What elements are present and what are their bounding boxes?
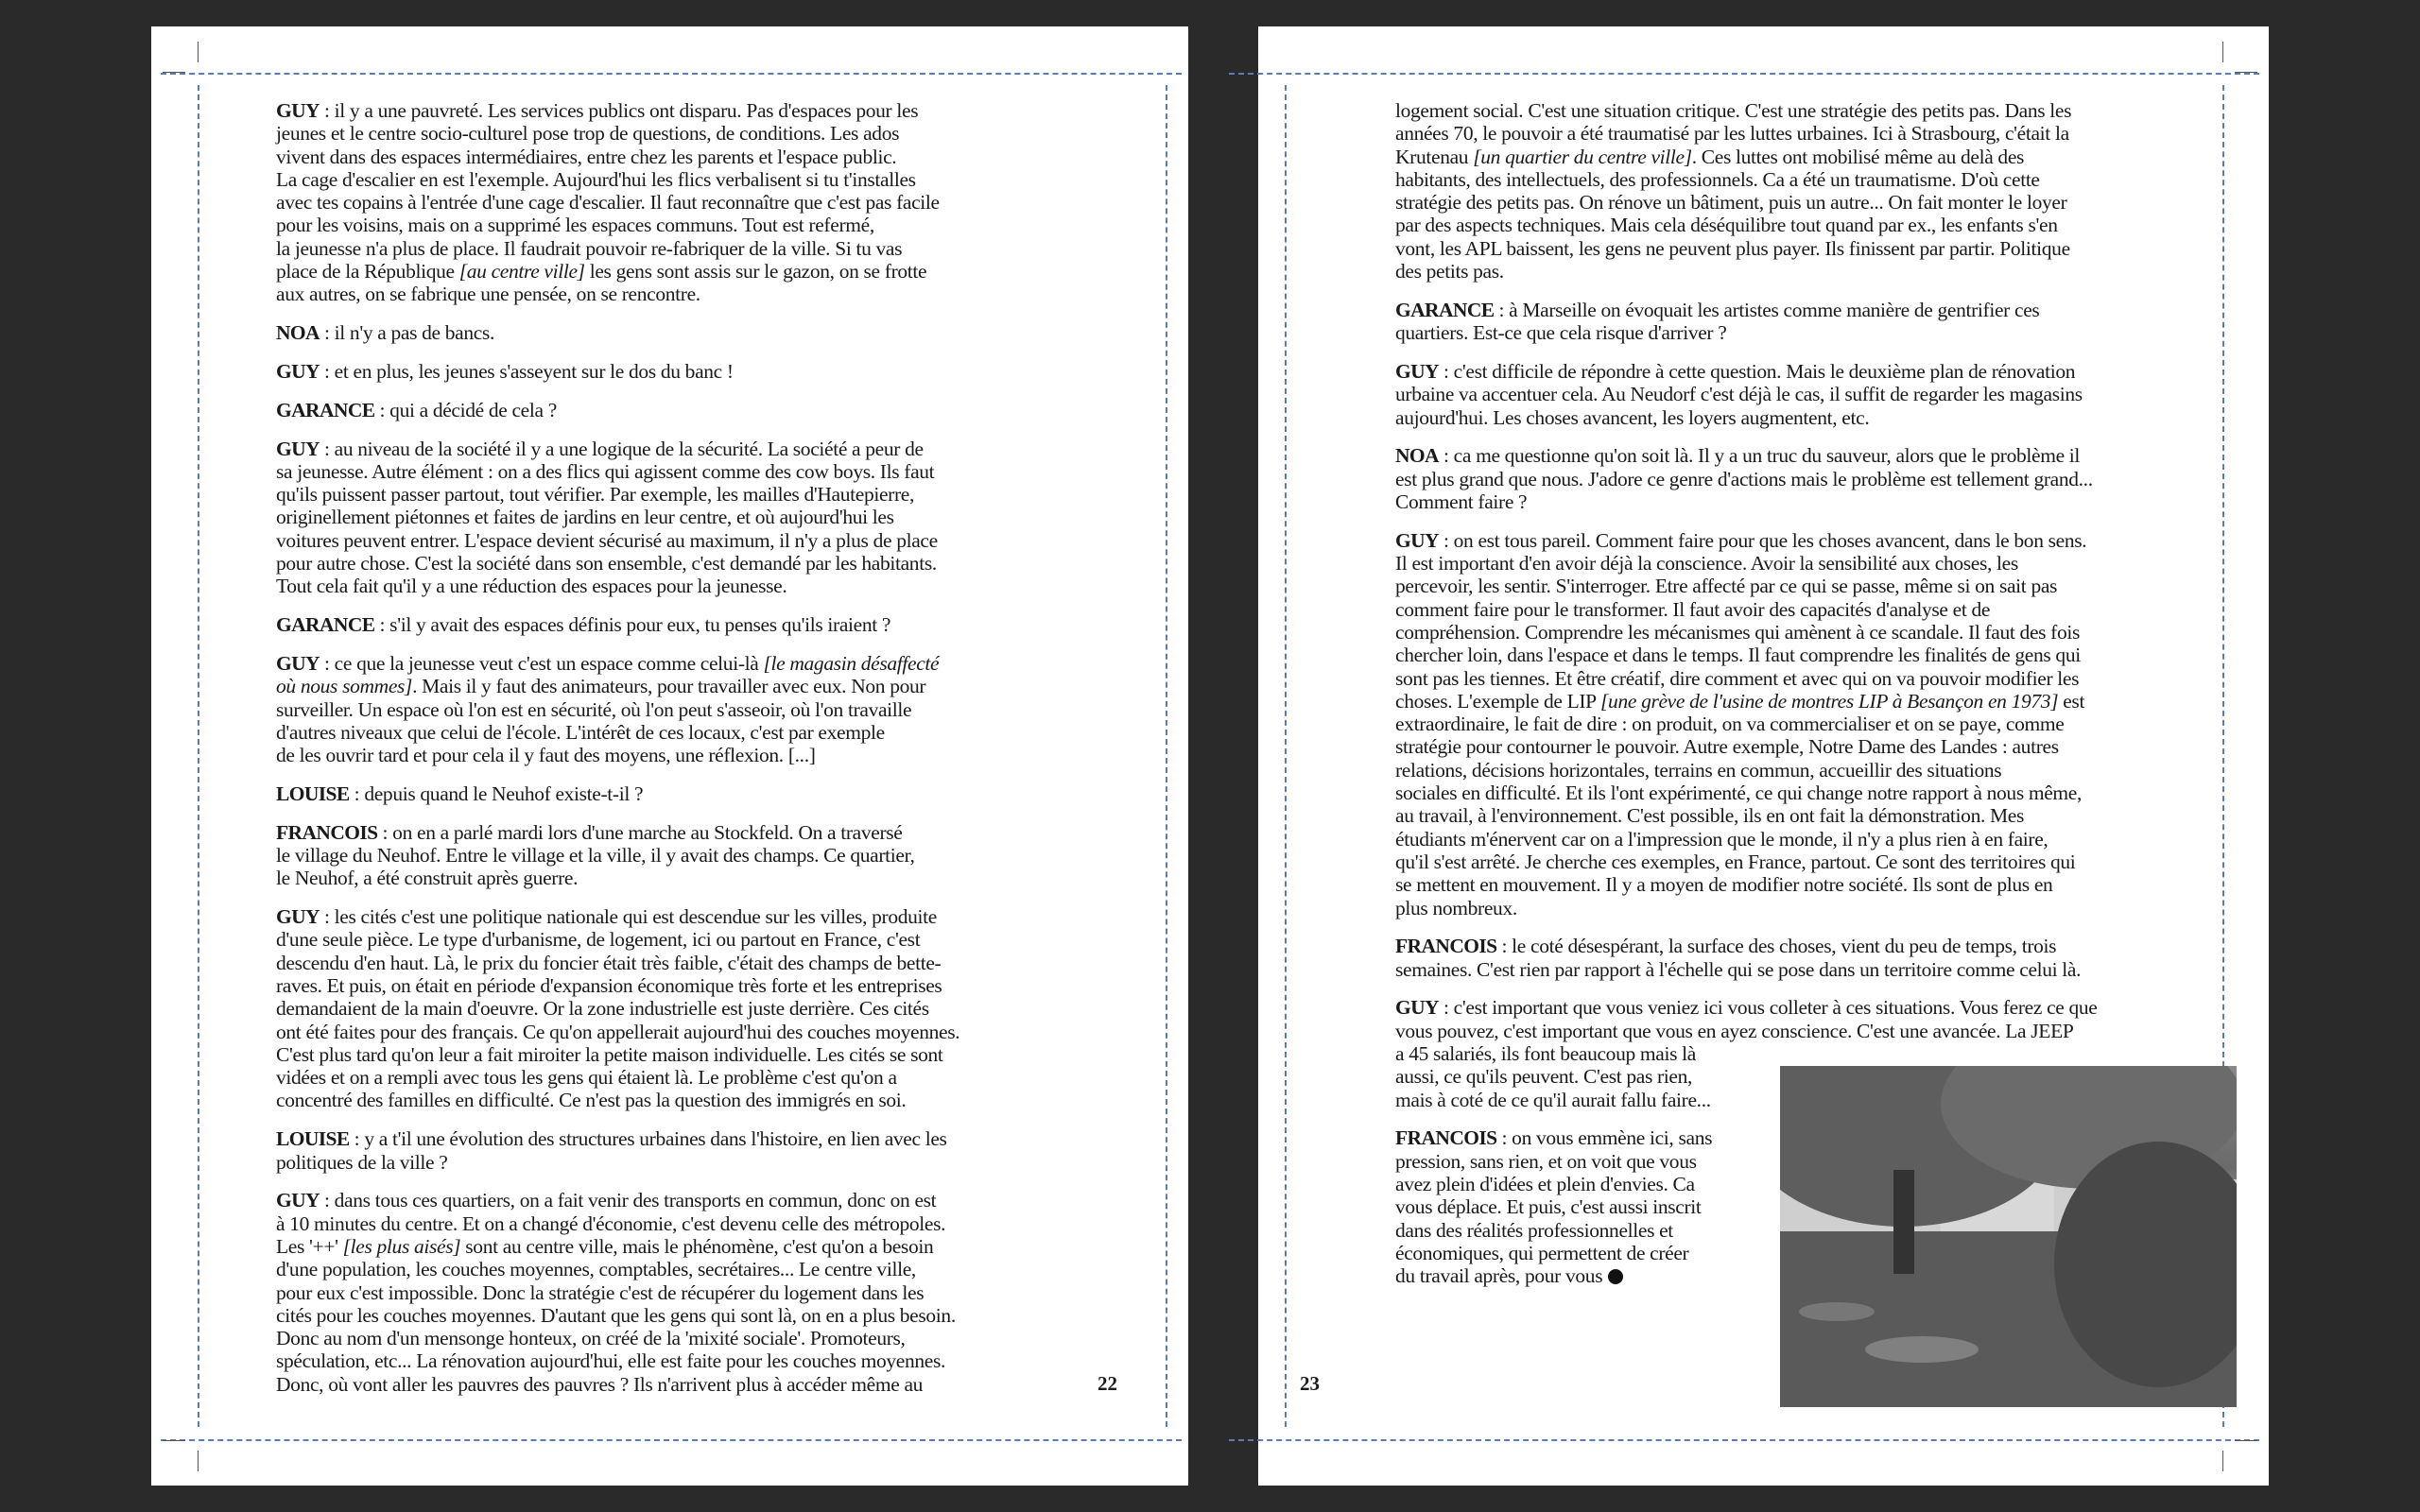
text-line xyxy=(1395,735,2097,758)
text-line xyxy=(276,506,959,528)
text-line xyxy=(276,652,959,675)
line-text: années 70, le pouvoir a été traumatisé par les luttes urbaines. Ici à Strasbourg, c'était la xyxy=(1395,122,2069,146)
bleed-guide-top-left xyxy=(161,73,1182,75)
speaker-name: FRANCOIS xyxy=(1395,935,1497,958)
text-line xyxy=(276,974,959,997)
line-text: a 45 salariés, ils font beaucoup mais là xyxy=(1395,1041,1696,1065)
editorial-note: où nous sommes] xyxy=(276,675,413,698)
bleed-guide-right-inner xyxy=(1285,85,1287,1427)
text-line xyxy=(276,1373,959,1396)
text-line xyxy=(1395,621,2097,644)
speaker-name: GUY xyxy=(276,905,320,929)
speaker-name: GARANCE xyxy=(276,398,375,421)
line-text: : on en a parlé mardi lors d'une marche au Stockfeld. On a traversé xyxy=(377,820,903,844)
line-text: économiques, qui permettent de créer xyxy=(1395,1241,1689,1264)
text-line xyxy=(1395,122,2097,145)
crop-mark xyxy=(163,72,185,73)
line-text: originellement piétonnes et faites de jardins en leur centre, et où aujourd'hui les xyxy=(276,506,894,529)
text-line xyxy=(1395,168,2097,191)
dialogue-paragraph xyxy=(276,905,959,1112)
text-line xyxy=(1395,897,2097,919)
text-line xyxy=(276,260,959,283)
text-line xyxy=(1395,490,2097,513)
text-line xyxy=(276,721,959,744)
line-text: C'est plus tard qu'on leur a fait miroiter la petite maison individuelle. Les cités se sont xyxy=(276,1042,943,1066)
line-text: cités pour les couches moyennes. D'autant que les gens qui sont là, on en a plus besoin. xyxy=(276,1303,956,1327)
text-line xyxy=(276,191,959,214)
crop-mark xyxy=(2222,1451,2223,1471)
line-text: des petits pas. xyxy=(1395,260,1504,284)
end-of-article-icon xyxy=(1608,1269,1623,1284)
text-line xyxy=(1395,237,2097,260)
text-line xyxy=(1395,406,2097,429)
text-line xyxy=(1395,690,2097,713)
line-text: : s'il y avait des espaces définis pour eux, tu penses qu'ils iraient ? xyxy=(374,613,891,637)
line-text: : ca me questionne qu'on soit là. Il y a un truc du sauveur, alors que le problème il xyxy=(1438,444,2081,468)
text-line xyxy=(276,460,959,483)
line-text: compréhension. Comprendre les mécanismes qui amènent à ce scandale. Il faut des fois xyxy=(1395,620,2081,644)
line-text: par des aspects techniques. Mais cela déséquilibre tout quand par ex., les enfants s'en xyxy=(1395,214,2058,237)
line-text: place de la République xyxy=(276,260,459,284)
text-line xyxy=(276,1127,959,1150)
text-line xyxy=(1395,598,2097,621)
text-line xyxy=(276,99,959,122)
text-line xyxy=(1395,667,2097,690)
crop-mark xyxy=(198,1451,199,1471)
line-text: : à Marseille on évoquait les artistes comme manière de gentrifier ces xyxy=(1494,298,2040,321)
line-text: sont pas les tiennes. Et être créatif, dire comment et avec qui on va pouvoir modifier les xyxy=(1395,666,2080,690)
dialogue-paragraph xyxy=(276,99,959,306)
text-line xyxy=(276,575,959,597)
speaker-name: GUY xyxy=(1395,996,1439,1020)
line-text: urbaine va accentuer cela. Au Neudorf c'est déjà le cas, il suffit de regarder les magasins xyxy=(1395,383,2083,406)
dialogue-paragraph xyxy=(276,782,959,805)
text-line xyxy=(276,552,959,575)
line-text: Donc, où vont aller les pauvres des pauvres ? Ils n'arrivent plus à accéder même au xyxy=(276,1372,924,1396)
text-line xyxy=(276,321,959,344)
speaker-name: GUY xyxy=(276,1189,320,1212)
line-text: : on vous emmène ici, sans xyxy=(1496,1126,1713,1150)
text-line xyxy=(276,483,959,506)
line-text: descendu d'en haut. Là, le prix du foncier était très faible, c'était des champs de bette- xyxy=(276,951,942,974)
line-text: plus nombreux. xyxy=(1395,896,1517,919)
text-line xyxy=(276,1066,959,1089)
text-line xyxy=(276,1235,959,1258)
line-text: à 10 minutes du centre. Et on a changé d'économie, c'est devenu celle des métropoles. xyxy=(276,1211,946,1235)
line-text: se mettent en mouvement. Il y a moyen de modifier notre société. Ils sont de plus en xyxy=(1395,873,2053,897)
text-line xyxy=(276,1212,959,1235)
line-text: sont au centre ville, mais le phénomène, c'est qu'on a besoin xyxy=(460,1234,934,1258)
dialogue-paragraph xyxy=(1395,529,2097,919)
bleed-guide-bottom-left xyxy=(161,1439,1182,1441)
line-text: extraordinaire, le fait de dire : on produit, on va commercialiser et on se paye, comme xyxy=(1395,713,2065,736)
text-line xyxy=(1395,958,2097,981)
trees-photo-image xyxy=(1780,1066,2237,1407)
page-number-left: 22 xyxy=(1098,1372,1117,1395)
line-text: concentré des familles en difficulté. Ce n'est pas la question des immigrés en soi. xyxy=(276,1089,907,1112)
text-line xyxy=(276,1021,959,1043)
speaker-name: GUY xyxy=(276,437,320,460)
line-text: Comment faire ? xyxy=(1395,490,1528,513)
line-text: dans des réalités professionnelles et xyxy=(1395,1218,1673,1242)
line-text: surveiller. Un espace où l'on est en sécurité, où l'on peut s'asseoir, où l'on travaille xyxy=(276,697,912,721)
speaker-name: FRANCOIS xyxy=(276,820,378,844)
text-line xyxy=(276,283,959,305)
line-text: chercher loin, dans l'espace et dans le temps. Il faut comprendre les finalités de gens qui xyxy=(1395,644,2081,667)
line-text: ont été faites pour des français. Ce qu'on appellerait aujourd'hui des couches moyennes. xyxy=(276,1020,960,1043)
text-line xyxy=(276,782,959,805)
text-line xyxy=(1395,1042,2097,1065)
dialogue-paragraph xyxy=(276,360,959,383)
text-line xyxy=(276,928,959,951)
editorial-note: [un quartier du centre ville] xyxy=(1473,145,1692,168)
bleed-guide-top-right xyxy=(1229,73,2259,75)
text-line xyxy=(276,360,959,383)
line-text: qu'il s'est arrêté. Je cherche ces exemples, en France, partout. Ce sont des territoires qui xyxy=(1395,850,2076,873)
text-line xyxy=(276,529,959,552)
text-line xyxy=(276,1281,959,1304)
text-line xyxy=(276,1151,959,1174)
text-line xyxy=(276,1349,959,1372)
line-text: vivent dans des espaces intermédiaires, entre chez les parents et l'espace public. xyxy=(276,145,897,168)
dialogue-paragraph xyxy=(276,1127,959,1174)
text-line xyxy=(1395,360,2097,383)
speaker-name: FRANCOIS xyxy=(1395,1126,1497,1150)
text-line xyxy=(276,1327,959,1349)
line-text: est plus grand que nous. J'adore ce genre d'actions mais le problème est tellement grand... xyxy=(1395,467,2093,490)
text-line xyxy=(1395,191,2097,214)
line-text: Krutenau xyxy=(1395,145,1474,168)
bleed-guide-left-inner xyxy=(1166,85,1167,1427)
line-text: : y a t'il une évolution des structures urbaines dans l'histoire, en lien avec les xyxy=(349,1127,947,1151)
text-line xyxy=(1395,713,2097,735)
line-text: relations, décisions horizontales, terrains en commun, accueillir des situations xyxy=(1395,758,2002,782)
line-text: pour autre chose. C'est la société dans son ensemble, c'est demandé par les habitants. xyxy=(276,552,937,576)
line-text: d'autres niveaux que celui de l'école. L'intérêt de ces locaux, c'est par exemple xyxy=(276,720,885,744)
text-line xyxy=(1395,759,2097,782)
line-text: sociales en difficulté. Et ils l'ont expérimenté, ce qui change notre rapport à nous même, xyxy=(1395,782,2083,805)
line-text: Il est important d'en avoir déjà la conscience. Avoir la sensibilité aux choses, les xyxy=(1395,552,2018,576)
crop-mark xyxy=(2222,42,2223,62)
text-line xyxy=(276,905,959,928)
text-line xyxy=(276,997,959,1020)
text-line xyxy=(1395,146,2097,168)
speaker-name: GUY xyxy=(276,99,320,122)
dialogue-paragraph xyxy=(1395,360,2097,429)
line-text: raves. Et puis, on était en période d'expansion économique très forte et les entreprises xyxy=(276,974,942,997)
line-text: pression, sans rien, et on voit que vous xyxy=(1395,1149,1697,1173)
crop-mark xyxy=(198,42,199,62)
bleed-guide-bottom-right xyxy=(1229,1439,2259,1441)
text-line xyxy=(276,122,959,145)
text-line xyxy=(276,1258,959,1280)
line-text: vous déplace. Et puis, c'est aussi inscrit xyxy=(1395,1195,1702,1219)
text-line xyxy=(276,867,959,889)
text-line xyxy=(276,744,959,766)
text-line xyxy=(1395,1020,2097,1042)
dialogue-paragraph xyxy=(1395,99,2097,283)
line-text: la jeunesse n'a plus de place. Il faudrait pouvoir re-fabriquer de la ville. Si tu vas xyxy=(276,236,903,260)
crop-mark xyxy=(2235,1440,2257,1441)
line-text: Donc au nom d'un mensonge honteux, on créé de la 'mixité sociale'. Promoteurs, xyxy=(276,1327,906,1350)
line-text: stratégie des petits pas. On rénove un bâtiment, puis un autre... On fait monter le loyer xyxy=(1395,191,2067,215)
line-text: percevoir, les sentir. S'interroger. Etre affecté par ce qui se passe, même si on sait pas xyxy=(1395,575,2058,598)
line-text: vous pouvez, c'est important que vous en ayez conscience. C'est une avancée. La JEEP xyxy=(1395,1019,2074,1042)
bleed-guide-left-outer xyxy=(198,85,199,1427)
line-text: au travail, à l'environnement. C'est possible, ils en ont fait la démonstration. Mes xyxy=(1395,804,2025,828)
line-text: pour eux c'est impossible. Donc la stratégie c'est de récupérer du logement dans les xyxy=(276,1280,925,1304)
speaker-name: NOA xyxy=(276,321,320,345)
line-text: choses. L'exemple de LIP xyxy=(1395,689,1601,713)
text-line xyxy=(1395,850,2097,873)
line-text: : les cités c'est une politique nationale qui est descendue sur les villes, produite xyxy=(319,905,937,929)
text-line xyxy=(276,1089,959,1111)
text-line xyxy=(276,146,959,168)
line-text: jeunes et le centre socio-culturel pose trop de questions, de conditions. Les ados xyxy=(276,122,900,146)
line-text: spéculation, etc... La rénovation aujourd'hui, elle est faite pour les couches moyennes. xyxy=(276,1349,946,1373)
speaker-name: GUY xyxy=(1395,359,1439,383)
line-text: habitants, des intellectuels, des professionnels. Ca a été un traumatisme. D'où cette xyxy=(1395,167,2040,191)
dialogue-paragraph xyxy=(276,399,959,421)
speaker-name: GUY xyxy=(276,359,320,383)
text-line xyxy=(276,952,959,974)
dialogue-paragraph xyxy=(1395,935,2097,981)
line-text: stratégie pour contourner le pouvoir. Autre exemple, Notre Dame des Landes : autres xyxy=(1395,735,2059,759)
text-line xyxy=(1395,444,2097,467)
text-line xyxy=(276,438,959,460)
text-line xyxy=(1395,260,2097,283)
dialogue-paragraph xyxy=(276,652,959,766)
line-text: le village du Neuhof. Entre le village et la ville, il y avait des champs. Ce quartier, xyxy=(276,844,915,868)
editorial-note: [au centre ville] xyxy=(458,260,585,284)
line-text: demandaient de la main d'oeuvre. Or la zone industrielle est juste derrière. Ces cités xyxy=(276,997,929,1021)
line-text: de les ouvrir tard et pour cela il y faut des moyens, une réflexion. [...] xyxy=(276,744,816,767)
line-text: aussi, ce qu'ils peuvent. C'est pas rien, xyxy=(1395,1065,1693,1089)
speaker-name: LOUISE xyxy=(276,1127,350,1151)
text-line xyxy=(276,821,959,844)
dialogue-paragraph xyxy=(276,321,959,344)
text-line xyxy=(276,399,959,421)
line-text: pour les voisins, mais on a supprimé les espaces communs. Tout est refermé, xyxy=(276,214,874,237)
line-text: : on est tous pareil. Comment faire pour que les choses avancent, dans le bon sens. xyxy=(1438,528,2087,552)
editorial-note: [les plus aisés] xyxy=(342,1234,461,1258)
line-text: semaines. C'est rien par rapport à l'échelle qui se pose dans un territoire comme celui là. xyxy=(1395,957,2082,981)
line-text: : c'est difficile de répondre à cette question. Mais le deuxième plan de rénovation xyxy=(1438,359,2076,383)
line-text: : ce que la jeunesse veut c'est un espace comme celui-là xyxy=(319,651,764,675)
dialogue-paragraph xyxy=(276,438,959,598)
line-text: quartiers. Est-ce que cela risque d'arriver ? xyxy=(1395,321,1727,345)
line-text: : il y a une pauvreté. Les services publics ont disparu. Pas d'espaces pour les xyxy=(319,99,919,122)
line-text: vont, les APL baissent, les gens ne peuvent plus payer. Ils finissent par partir. Politique xyxy=(1395,236,2070,260)
line-text: vidées et on a rempli avec tous les gens qui étaient là. Le problème c'est qu'on a xyxy=(276,1066,897,1090)
text-line xyxy=(276,844,959,867)
line-text: logement social. C'est une situation critique. C'est une stratégie des petits pas. Dans les xyxy=(1395,99,2072,122)
line-text: les gens sont assis sur le gazon, on se frotte xyxy=(584,260,927,284)
text-line xyxy=(1395,575,2097,597)
line-text: avez plein d'idées et plein d'envies. Ca xyxy=(1395,1172,1695,1195)
dialogue-paragraph xyxy=(276,1189,959,1396)
line-text: : dans tous ces quartiers, on a fait venir des transports en commun, donc on est xyxy=(319,1189,937,1212)
crop-mark xyxy=(163,1440,185,1441)
line-text: : depuis quand le Neuhof existe-t-il ? xyxy=(349,782,644,805)
text-line xyxy=(1395,873,2097,896)
text-line xyxy=(1395,214,2097,236)
text-line xyxy=(1395,529,2097,552)
crop-mark xyxy=(2235,72,2257,73)
line-text: étudiants m'énervent car on a l'impression que le monde, il n'y a plus rien à en faire, xyxy=(1395,827,2048,850)
line-text: : qui a décidé de cela ? xyxy=(374,398,557,421)
text-line xyxy=(1395,99,2097,122)
line-text: : et en plus, les jeunes s'asseyent sur le dos du banc ! xyxy=(319,359,734,383)
line-text: : au niveau de la société il y a une logique de la sécurité. La société a peur de xyxy=(319,437,924,460)
speaker-name: GARANCE xyxy=(276,613,375,637)
line-text: qu'ils puissent passer partout, tout vérifier. Par exemple, les mailles d'Hautepierre, xyxy=(276,483,915,507)
line-text: : c'est important que vous veniez ici vous colleter à ces situations. Vous ferez ce que xyxy=(1438,996,2098,1020)
line-text: aujourd'hui. Les choses avancent, les loyers augmentent, etc. xyxy=(1395,405,1870,429)
dialogue-paragraph xyxy=(276,821,959,890)
text-line xyxy=(1395,804,2097,827)
text-line xyxy=(276,675,959,697)
line-text: : il n'y a pas de bancs. xyxy=(319,321,494,345)
line-text: Les '++' xyxy=(276,1234,343,1258)
text-line xyxy=(276,168,959,191)
editorial-note: [une grève de l'usine de montres LIP à Besançon en 1973] xyxy=(1600,689,2059,713)
text-line xyxy=(276,237,959,260)
text-line xyxy=(1395,996,2097,1019)
speaker-name: NOA xyxy=(1395,444,1439,468)
line-text: Tout cela fait qu'il y a une réduction des espaces pour la jeunesse. xyxy=(276,575,787,598)
dialogue-paragraph xyxy=(1395,299,2097,345)
text-line xyxy=(276,698,959,721)
trees-photo xyxy=(1780,1066,2237,1407)
text-line xyxy=(276,1189,959,1211)
line-text: avec tes copains à l'entrée d'une cage d'escalier. Il faut reconnaître que c'est pas facile xyxy=(276,191,940,215)
text-line xyxy=(1395,299,2097,321)
speaker-name: GARANCE xyxy=(1395,298,1495,321)
text-line xyxy=(276,214,959,236)
text-line xyxy=(1395,468,2097,490)
left-page-text xyxy=(276,99,959,1412)
speaker-name: GUY xyxy=(276,651,320,675)
text-line xyxy=(276,1043,959,1066)
line-text: voitures peuvent entrer. L'espace devient sécurisé au maximum, il n'y a plus de place xyxy=(276,528,938,552)
text-line xyxy=(1395,828,2097,850)
line-text: : le coté désespérant, la surface des choses, vient du peu de temps, trois xyxy=(1496,935,2057,958)
speaker-name: GUY xyxy=(1395,528,1439,552)
text-line xyxy=(1395,935,2097,957)
line-text: du travail après, pour vous xyxy=(1395,1264,1603,1288)
dialogue-paragraph xyxy=(1395,444,2097,513)
line-text: . Ces luttes ont mobilisé même au delà des xyxy=(1691,145,2025,168)
line-text: est xyxy=(2058,689,2085,713)
line-text: d'une population, les couches moyennes, comptables, secrétaires... Le centre ville, xyxy=(276,1258,916,1281)
dialogue-paragraph xyxy=(276,613,959,636)
speaker-name: LOUISE xyxy=(276,782,350,805)
line-text: aux autres, on se fabrique une pensée, on se rencontre. xyxy=(276,283,700,306)
line-text: . Mais il y faut des animateurs, pour travailler avec eux. Non pour xyxy=(412,675,926,698)
editorial-note: [le magasin désaffecté xyxy=(763,651,940,675)
line-text: sa jeunesse. Autre élément : on a des flics qui agissent comme des cow boys. Ils faut xyxy=(276,459,935,483)
line-text: comment faire pour le transformer. Il faut avoir des capacités d'analyse et de xyxy=(1395,597,1991,621)
text-line xyxy=(1395,383,2097,405)
text-line xyxy=(1395,321,2097,344)
line-text: le Neuhof, a été construit après guerre. xyxy=(276,867,579,890)
text-line xyxy=(1395,644,2097,666)
text-line xyxy=(1395,782,2097,804)
line-text: mais à coté de ce qu'il aurait fallu faire... xyxy=(1395,1088,1711,1111)
text-line xyxy=(276,613,959,636)
text-line xyxy=(1395,552,2097,575)
page-number-right: 23 xyxy=(1300,1372,1320,1395)
line-text: d'une seule pièce. Le type d'urbanisme, de logement, ici ou partout en France, c'est xyxy=(276,928,921,952)
text-line xyxy=(276,1304,959,1327)
line-text: politiques de la ville ? xyxy=(276,1150,448,1174)
line-text: La cage d'escalier en est l'exemple. Aujourd'hui les flics verbalisent si tu t'installes xyxy=(276,167,916,191)
